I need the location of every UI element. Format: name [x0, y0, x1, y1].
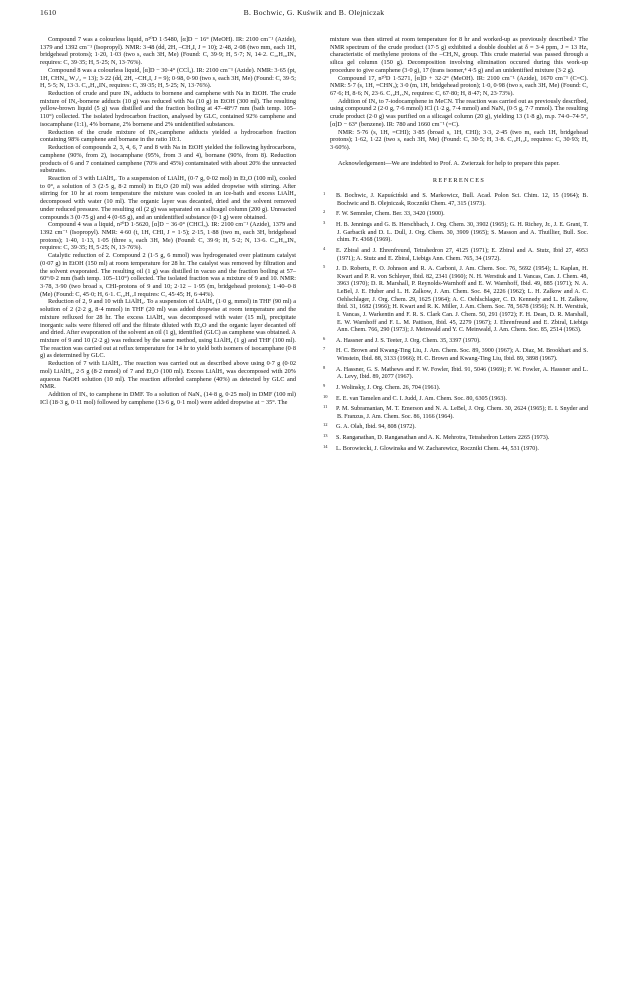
- reference-text: E. E. van Tamelen and C. I. Judd, J. Am. Chem. Soc. 80, 6305 (1963).: [336, 395, 507, 402]
- reference-number: 13: [323, 433, 328, 439]
- reference-item: [323, 335, 588, 346]
- reference-item: [323, 421, 588, 432]
- reference-item: [323, 245, 588, 263]
- reference-number: 8: [323, 364, 326, 370]
- reference-item: [323, 208, 588, 219]
- reference-item: [323, 432, 588, 443]
- right-column: [323, 36, 588, 453]
- reference-item: [323, 190, 588, 208]
- reference-number: 1: [323, 191, 326, 197]
- references-list: [323, 190, 588, 453]
- running-header-authors: B. Bochwic, G. Kuświk and B. Olejniczak: [243, 8, 385, 17]
- acknowledgement: Acknowledgement—We are indebted to Prof. A. Zwierzak for help to prepare this paper.: [338, 159, 560, 167]
- paragraph-reduction-2-9-10: Reduction of 2, 9 and 10 with LiAlH₄. To a suspension of LiAlH₄ (1·0 g, mmol) in THF (90 ml) a solution of 2 (2·2 g, 8·4 mmol) in THF (20 ml) was added dropwise at room temperature and the mixture refluxed for 28 hr. The excess LiAlH₄ was decomposed with water (15 ml), precipitate inorganic salts were filtered off and the filtrate diluted with Et₂O and the organic layer decanted off and dried. After evaporation of the solvent an oil (1 g), identified (GLC) as camphene was obtained. A mixture of 9 and 10 (2·2 g) was reduced by the same method, using LiAlH₄ (1 g) and THF (100 ml). The reaction was carried out at reflux temperature for 14 hr to yield both isomers of isocamphane (0·8 g) as determined by GLC.: [40, 298, 296, 360]
- paragraph-compound-17: Compound 17, n²⁰D 1·5271, [α]D + 32·2° (MeOH). IR: 2100 cm⁻¹ (Azide), 1670 cm⁻¹ (C=C). NMR: 5·7 (s, 1H, =CHN₃); 3·0 (m, 1H, bridgehead proton); 1·0, 0·98 (two s, each 3H, Me) (Found: C, 67·6; H, 8·6; N, 23·6. C₁₀H₁₅N₃ requires: C, 67·80; H, 8·47; N, 23·73%).: [330, 74, 588, 98]
- paragraph-reaction-3-lialh4: Reaction of 3 with LiAlH₄. To a suspension of LiAlH₄ (0·7 g, 0·02 mol) in Et₂O (100 ml), cooled to 0°, a solution of 3 (2·5 g, 8·2 mmol) in Et₂O (20 ml) was added dropwise with stirring. After stirring for 10 hr at room temperature the mixture was cooled in an ice-bath and excess LiAlH₄ decomposed with water (10 ml). The organic layer was decanted, dried and the solvent removed under reduced pressure. The resulting oil (2 g) was separated on a silicagel column (200 g). Unreacted compounds 3 (0·75 g) and 4 (0·65 g), and an unidentified substance (0·1 g) were obtained.: [40, 174, 296, 221]
- paragraph-nmr-13: NMR: 5·76 (s, 1H, =CHI); 3·85 (broad s, 1H, CHI); 3·3, 2·45 (two m, each 1H, bridgehead protons); 1·62, 1·22 (two s, each 3H, Me) (Found: C, 30·5; H, 3·8. C₁₀H₁₄I₂ requires: C, 30·93; H, 3·60%).: [330, 128, 588, 152]
- reference-number: 3: [323, 220, 326, 226]
- reference-number: 4: [323, 245, 326, 251]
- paragraph-reduction-na-etoh: Reduction of crude and pure IN₃ adducts to bornene and camphene with Na in EtOH. The crude mixture of IN₃-bornene adducts (10 g) was reduced with Na (10 g) in EtOH (300 ml). The resulting yellow-brown liquid (5 g) was distilled and the fraction boiling at 47–48°/7 mm (bath temp. 105–110°) collected. The isolated hydrocarbon fraction, analysed by GLC, contained 92% camphene and isocamphane (1:1), 4% bornane, 2% bornene and 2% unidentified substances.: [40, 90, 296, 128]
- paragraph-catalytic-reduction: Catalytic reduction of 2. Compound 2 (1·5 g, 6 mmol) was hydrogenated over platinum catalyst (0·07 g) in EtOH (150 ml) at room temperature for 28 hr. The catalyst was removed by filtration and the solvent evaporated. The resulting oil (1 g) was distilled in vacuo and the fraction boiling at 57–60°/0·2 mm (bath temp. 105–110°) collected. The isolated fraction was a mixture of 9 and 10. NMR: 3·78, 3·90 (two broad s, CHI-protons of 9 and 10; 2·12 – 1·95 (m, bridgehead protons); 1·40–0·8 (Me) (Found: C, 45·0; H, 6·1. C₁₀H₁₇I requires: C, 45·45; H, 6·44%).: [40, 252, 296, 298]
- reference-text: E. Zbiral and J. Ehrenfreund, Tetrahedron 27, 4125 (1971); E. Zbiral and A. Stutz, Ibid 27, 4953 (1971); A. Stutz and E. Zbiral, Liebigs Ann. Chem. 765, 34 (1972).: [336, 247, 588, 262]
- reference-text: L. Borowiecki, J. Glowinska and W. Zacharewicz, Roczniki Chem. 44, 531 (1970).: [336, 445, 539, 452]
- reference-text: A. Hassner and J. S. Teeter, J. Org. Chem. 35, 3397 (1970).: [336, 337, 481, 344]
- reference-number: 7: [323, 346, 326, 352]
- paragraph-reduction-compounds: Reduction of compounds 2, 3, 4, 6, 7 and 8 with Na in EtOH yielded the following hydrocarbons, camphene (90%, from 2), isocamphane (95%, from 3 and 4), bornane (90%, from 8). Reduction products of 6 and 7 contained camphene (70% and 45%) contaminated with about 20% the unreacted substrates.: [40, 144, 296, 175]
- reference-item: [323, 263, 588, 335]
- paragraph-addition-in3-mecn: Addition of IN₃ to 7-iodocamphene in MeCN. The reaction was carried out as previously described, using compound 2 (2·0 g, 7·6 mmol) ICl (1·2 g, 7·4 mmol) and NaN₃ (0·5 g, 7·7 mmol). The resulting crude product (2·0 g) was purified on a silicagel column (20 g), yielding 13 (1·8 g), m.p. 74·0–74·5°, [α]D − 63° (benzene). IR: 780 and 1660 cm⁻¹ (=C).: [330, 97, 588, 128]
- reference-text: G. A. Olah, Ibid. 94, 808 (1972).: [336, 424, 416, 431]
- paragraph-compound-4: Compound 4 was a liquid, n²⁰D 1·5620, [α]D − 36·0° (CHCl₃). IR: 2100 cm⁻¹ (Azide), 1379 and 1392 cm⁻¹ (Isopropyl). NMR: 4·60 (t, 1H, CHI, J = 1·5); 2·15, 1·88 (two m, each 3H, bridgehead protons); 1·40, 1·13, 1·05 (three s, each 3H, Me) (Found: C, 39·9; H, 5·2; N, 13·6. C₁₀H₁₆IN₃ requires: C, 39·35; H, 5·25; N, 13·76%).: [40, 221, 296, 252]
- reference-text: J. D. Roberts, F. O. Johnson and R. A. Carboni, J. Am. Chem. Soc. 76, 5692 (1954); L. Kaplan, H. Kwart and P. R. von Schleyer, Ibid. 82, 2341 (1960); N. H. Werstiuk and I. Vancas, Can. J. Chem. 48, 3963 (1970); D. R. Marshall, P. Reynolds-Warnhoff and E. W. Warnhoff, Ibid. 49, 885 (1971); N. A. LeBel, J. E. Huber and L. H. Zalkow, J. Am. Chem. Soc. 84, 2226 (1962); L. H. Zalkow and A. C. Oehlschlager, J. Org. Chem. 29, 1625 (1964); A. C. Oehlschlager, C. D. Kennedy and L. H. Zalkow, Ibid. 31, 1682 (1966); H. Kwart and R. K. Miller, J. Am. Chem. Soc. 78, 5678 (1956); N. H. Werstiuk, I. Vancas, J. Warkentin and F. R. S. Clark Can. J. Chem. 50, 291 (1972); F. H. Dean, D. R. Marshall, E. W. Warnhoff and F. L. M. Pattison, Ibid. 45, 2279 (1967); J. Ehrenfreund and E. Zbiral, Liebigs Ann. Chem. 766, 290 (1973); J. Meinwald and Y. C. Meinwald, J. Am. Chem. Soc. 85, 2514 (1963).: [336, 266, 588, 334]
- reference-item: [323, 364, 588, 382]
- reference-text: S. Ranganathan, D. Ranganathan and A. K. Mehrotra, Tetrahedron Letters 2265 (1973).: [336, 435, 550, 442]
- paragraph-compound-8: Compound 8 was a colourless liquid, [α]D − 30·4° (CCl₄). IR: 2100 cm⁻¹ (Azide). NMR: 3·65 (pt, 1H, CHN₃, W₁/₂ = 13); 3·22 (dd, 2H, –CH₂I, J = 9); 0·98, 0·90 (two s, each 3H, Me) (Found: C, 39·5; H, 5·5; N, 13·3. C₁₀H₁₆IN₃ requires: C, 39·35; H, 5·25; N, 13·76%).: [40, 66, 296, 90]
- reference-number: 9: [323, 382, 326, 388]
- reference-number: 12: [323, 422, 328, 428]
- reference-text: F. W. Semmler, Chem. Ber. 33, 3420 (1900).: [336, 211, 445, 218]
- reference-text: J. Wolinsky, J. Org. Chem. 26, 704 (1961).: [336, 384, 441, 391]
- reference-number: 5: [323, 264, 326, 270]
- reference-item: [323, 345, 588, 363]
- reference-text: A. Hassner, G. S. Mathews and F. W. Fowler, Ibid. 91, 5046 (1969); F. W. Fowler, A. Hassner and L. A. Levy, Ibid. 89, 2077 (1967).: [336, 366, 588, 381]
- reference-number: 2: [323, 209, 326, 215]
- paragraph-reduction-7: Reduction of 7 with LiAlH₄. The reaction was carried out as described above using 0·7 g (0·02 mol) LiAlH₄, 2·5 g (8·2 mmol) of 7 and Et₂O (100 ml). Excess LiAlH₄ was decomposed with 20% aqueous NaOH solution (10 ml). The reaction afforded camphene (40%) as detected by GLC and NMR.: [40, 360, 296, 391]
- reference-number: 14: [323, 443, 328, 449]
- running-header: [40, 8, 588, 22]
- reference-item: [323, 403, 588, 421]
- reference-text: P. M. Subramanian, M. T. Emerson and N. A. LeBel, J. Org. Chem. 30, 2624 (1965); E. I. Snyder and B. Franzus, J. Am. Chem. Soc. 86, 1166 (1964).: [336, 406, 588, 420]
- page-number: 1610: [40, 8, 57, 17]
- reference-number: 11: [323, 404, 328, 410]
- reference-item: [323, 219, 588, 245]
- paragraph-compound-7: Compound 7 was a colourless liquid, n²⁰D 1·5480, [α]D − 16° (MeOH). IR: 2100 cm⁻¹ (Azide), 1379 and 1392 cm⁻¹ (Isopropyl). NMR: 3·48 (dd, 2H, –CH₂I, J = 10); 2·48, 2·08 (two mm, each 1H, bridgehead protons); 1·20, 1·03 (two s, each 3H, Me) (Found: C, 39·9; H, 5·7; N, 14·2. C₁₀H₁₆IN₃ requires: C, 39·35; H, 5·25; N, 13·76%).: [40, 36, 296, 67]
- reference-text: H. C. Brown and Kwang-Ting Liu, J. Am. Chem. Soc. 89, 3900 (1967); A. Diaz, M. Brookhart and S. Winstein, Ibid. 88, 3133 (1966); H. C. Brown and Kwang-Ting Liu, Ibid. 89, 3898 (1967).: [336, 348, 588, 363]
- reference-item: [323, 382, 588, 393]
- paragraph-workup-continued: mixture was then stirred at room temperature for 8 hr and worked-up as previously described.¹ The NMR spectrum of the crude product (17·5 g) exhibited a double doublet at δ = 3·4 ppm, J = 13 Hz, characteristic of methylene protons of the –CH₂N₃ group. This crude material was passed through a silica gel column (150 g). Decomposition involving elimination occured during this work-up procedure to give camphene (3·0 g), 17 (trans isomer,⁴ 4·5 g) and an unidentified mixture (3·2 g).: [330, 36, 588, 74]
- paragraph-addition-in3-dmf: Addition of IN₃ to camphene in DMF. To a solution of NaN₃ (14·8 g, 0·25 mol) in DMF (100 ml) ICl (18·3 g, 0·11 mol) followed by camphene (13·6 g, 0·1 mol) were added dropwise at − 35°. The: [40, 391, 296, 406]
- reference-item: [323, 443, 588, 454]
- reference-item: [323, 393, 588, 404]
- left-column: [40, 36, 296, 407]
- reference-number: 6: [323, 335, 326, 341]
- reference-text: B. Bochwic, J. Kapuściński and S. Markowicz, Bull. Acad. Polon Sci. Chim. 12, 15 (1964); B. Bochwic and B. Olejniczak, Roczniki Chem. 47, 315 (1973).: [336, 193, 588, 207]
- references-heading: REFERENCES: [432, 176, 486, 184]
- reference-text: H. B. Jennings and G. B. Herschbach, J. Org. Chem. 30, 3902 (1965); G. H. Richey, Jr., J. E. Grant, T. J. Garbacik and D. L. Dull, J. Org. Chem. 30, 3909 (1965); S. Masson and A. Thuillier, Bull. Soc. chim. Fr. 4368 (1969).: [336, 222, 588, 244]
- paragraph-reduction-camphene-adducts: Reduction of the crude mixture of IN₃-camphene adducts yielded a hydrocarbon fraction containing 98% camphene and bornane in the ratio 10:1.: [40, 128, 296, 144]
- reference-number: 10: [323, 393, 328, 399]
